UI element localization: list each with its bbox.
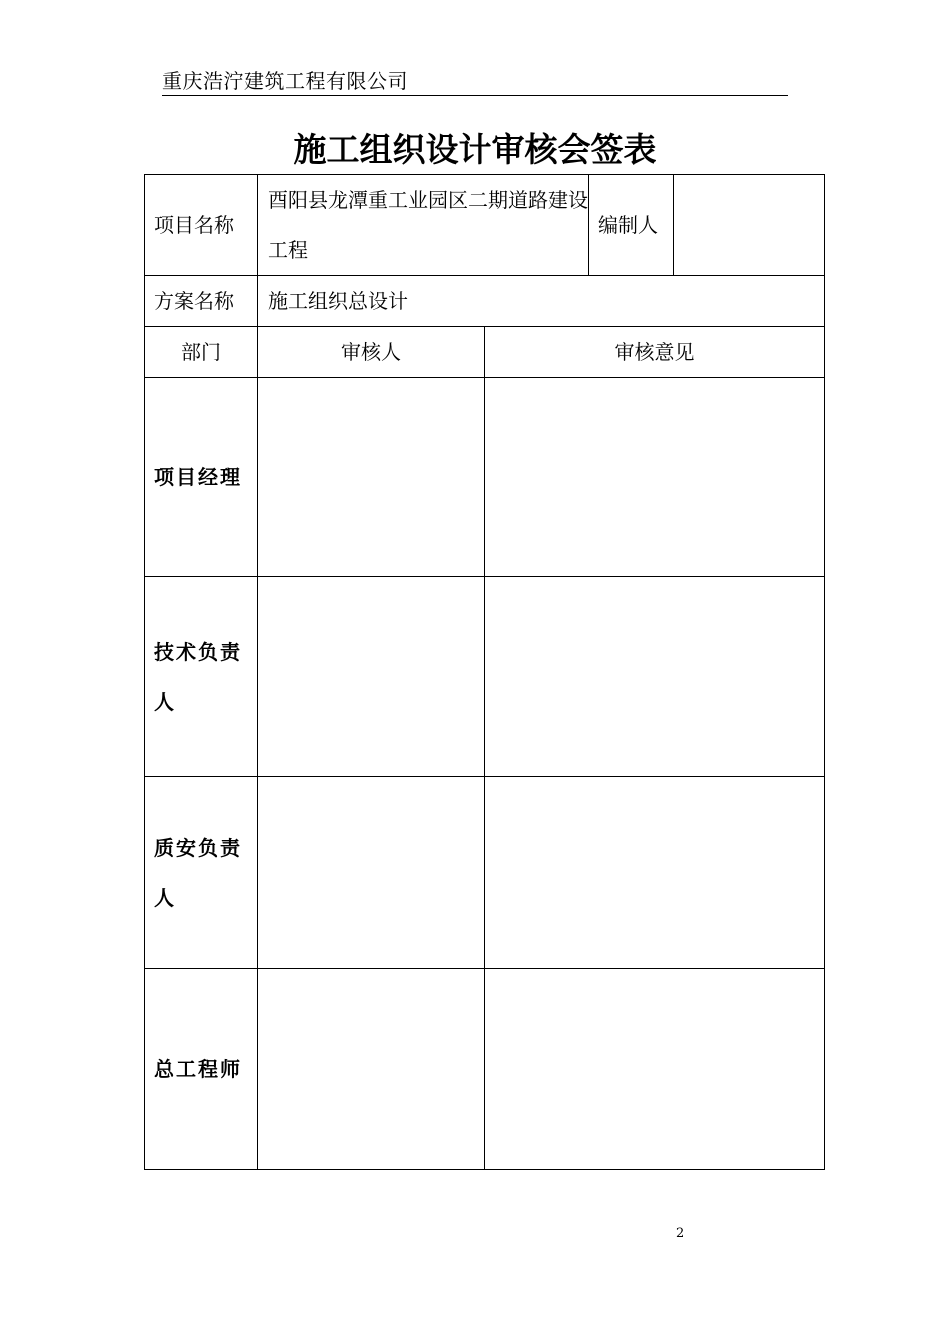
review-signoff-table — [144, 174, 825, 1170]
department-quality-safety-lead: 质安负责人 — [145, 777, 258, 969]
project-name-label: 项目名称 — [145, 175, 258, 276]
table-row — [145, 577, 825, 777]
review-opinion-cell[interactable] — [485, 577, 825, 777]
project-name-value: 酉阳县龙潭重工业园区二期道路建设工程 — [258, 175, 589, 276]
column-header-reviewer: 审核人 — [258, 327, 485, 378]
reviewer-signature-cell[interactable] — [258, 777, 485, 969]
compiler-value[interactable] — [674, 175, 825, 276]
column-header-department: 部门 — [145, 327, 258, 378]
plan-name-label: 方案名称 — [145, 276, 258, 327]
plan-name-value: 施工组织总设计 — [258, 276, 825, 327]
document-title: 施工组织设计审核会签表 — [293, 130, 657, 169]
review-opinion-cell[interactable] — [485, 378, 825, 577]
reviewer-signature-cell[interactable] — [258, 378, 485, 577]
reviewer-signature-cell[interactable] — [258, 969, 485, 1170]
compiler-label: 编制人 — [589, 175, 674, 276]
table-row — [145, 969, 825, 1170]
table-row — [145, 777, 825, 969]
department-chief-engineer: 总工程师 — [145, 969, 258, 1170]
department-project-manager: 项目经理 — [145, 378, 258, 577]
review-opinion-cell[interactable] — [485, 969, 825, 1170]
table-row — [145, 378, 825, 577]
review-opinion-cell[interactable] — [485, 777, 825, 969]
department-technical-lead: 技术负责人 — [145, 577, 258, 777]
column-header-opinion: 审核意见 — [485, 327, 825, 378]
reviewer-signature-cell[interactable] — [258, 577, 485, 777]
company-header: 重庆浩泞建筑工程有限公司 — [162, 68, 788, 96]
page-number: 2 — [676, 1226, 685, 1241]
